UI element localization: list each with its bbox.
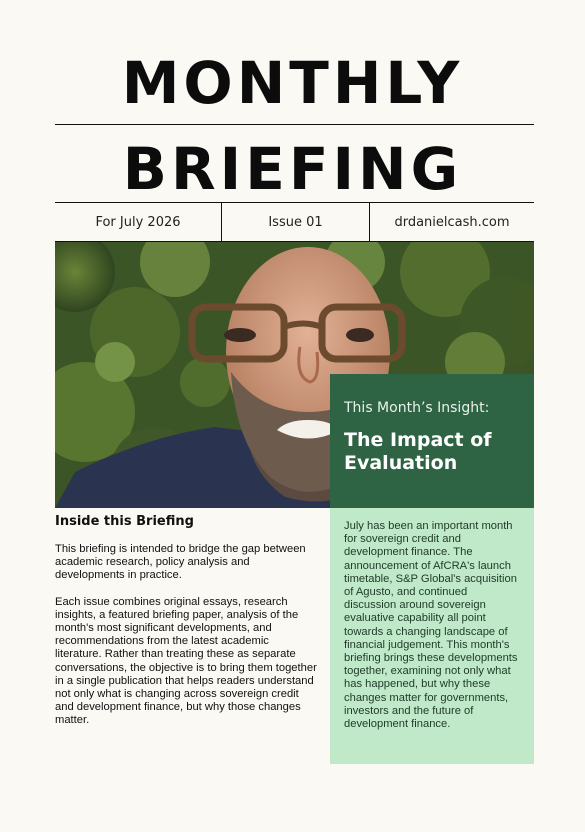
issue-number: Issue 01	[222, 203, 370, 241]
masthead-divider	[55, 124, 534, 125]
masthead-title-line-1: MONTHLY	[121, 49, 464, 117]
issue-meta-bar	[55, 202, 534, 242]
website-link[interactable]: drdanielcash.com	[394, 214, 510, 230]
insight-title: The Impact of Evaluation	[344, 429, 492, 474]
section-heading: Inside this Briefing	[55, 514, 194, 529]
masthead-title-line-2: BRIEFING	[122, 135, 463, 203]
inside-briefing-section	[55, 514, 317, 741]
body-paragraph: Each issue combines original essays, research insights, a featured briefing paper, analysis of the month's most significant developments, and recommendations from the latest academic literature. Rather than treating these as separate conversations, the objective is to bring them together in a single publication that helps readers understand not only what is changing across sovereign credit and development finance, but why those changes matter.	[55, 595, 317, 727]
insight-summary-text: July has been an important month for sovereign credit and development finance. The announcement of AfCRA's launch timetable, S&P Global's acquisition of Agusto, and continued discussion around sovereign evaluative capability all point towards a changing landscape of financial judgement. This month's briefing brings these developments together, examining not only what has happened, but why these changes matter for governments, investors and the future of development finance.	[344, 520, 518, 731]
issue-date: For July 2026	[55, 203, 222, 241]
intro-paragraph: This briefing is intended to bridge the gap between academic research, policy analysis and developments in practice.	[55, 543, 306, 582]
insight-kicker: This Month’s Insight:	[344, 400, 490, 416]
insight-summary-box	[330, 508, 534, 764]
monthly-insight-panel	[330, 374, 534, 508]
